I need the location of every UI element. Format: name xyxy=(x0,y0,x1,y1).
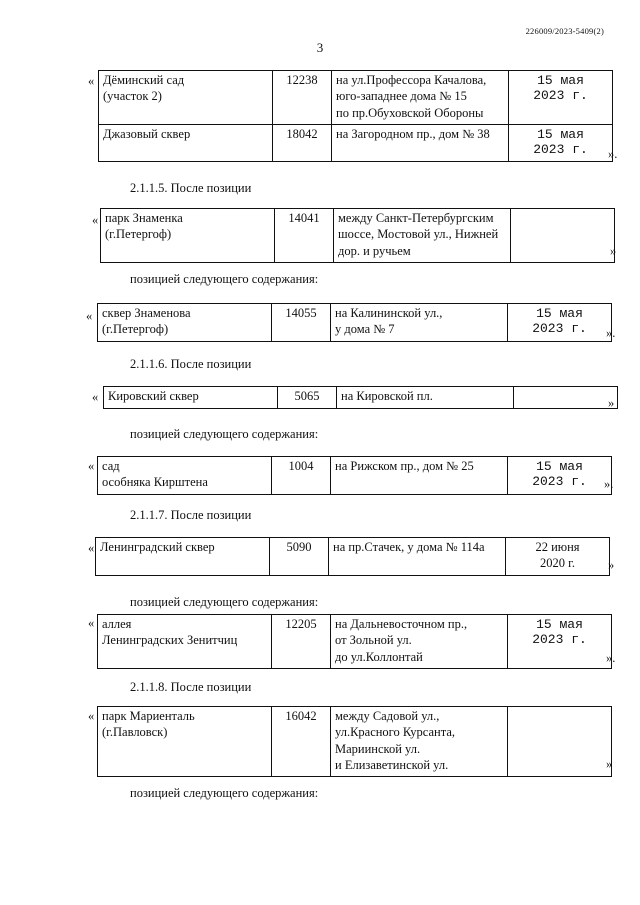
open-quote: « xyxy=(86,309,93,323)
position-table xyxy=(97,456,612,495)
position-table xyxy=(98,70,613,162)
object-date-cell-line: 22 июня xyxy=(535,540,580,554)
object-location-cell-line: между Санкт-Петербургским xyxy=(338,211,494,225)
object-name-cell-line: сад xyxy=(102,459,120,473)
object-date-cell-line: 15 мая xyxy=(536,617,583,632)
object-location-cell-line: и Елизаветинской ул. xyxy=(335,757,449,772)
close-quote: » xyxy=(610,244,617,258)
object-date-cell-line: 2023 г. xyxy=(533,141,588,157)
object-location-cell-line: на пр.Стачек, у дома № 114а xyxy=(333,540,485,554)
object-name-cell xyxy=(99,71,273,125)
open-quote: « xyxy=(92,213,99,227)
object-code-cell: 14055 xyxy=(272,304,331,342)
object-location-cell xyxy=(331,457,508,495)
table-row xyxy=(101,209,615,263)
paragraph-subsequent: позицией следующего содержания: xyxy=(130,272,319,286)
position-table xyxy=(97,614,612,669)
object-code-cell: 5065 xyxy=(278,387,337,409)
object-location-cell xyxy=(337,387,514,409)
close-quote: » xyxy=(606,757,613,771)
paragraph-2-1-1-5: 2.1.1.5. После позиции xyxy=(130,181,252,195)
object-location-cell-line: до ул.Коллонтай xyxy=(335,649,423,664)
object-name-cell-line: (г.Петергоф) xyxy=(102,322,169,337)
object-name-cell xyxy=(96,538,270,576)
object-name-cell-line: (участок 2) xyxy=(103,89,162,104)
object-location-cell-line: дор. и ручьем xyxy=(338,243,411,258)
position-table xyxy=(97,303,612,342)
object-name-cell-line: аллея xyxy=(102,617,132,631)
object-code-cell: 1004 xyxy=(272,457,331,495)
object-code-cell: 16042 xyxy=(272,707,331,777)
position-table xyxy=(97,706,612,777)
object-name-cell-line: парк Мариенталь xyxy=(102,709,195,723)
close-quote: » xyxy=(608,558,615,572)
object-name-cell-line: парк Знаменка xyxy=(105,211,183,225)
object-name-cell-line: Джазовый сквер xyxy=(103,126,191,141)
object-location-cell xyxy=(331,707,508,777)
object-location-cell-line: от Зольной ул. xyxy=(335,633,412,648)
object-date-cell xyxy=(509,71,613,125)
open-quote: « xyxy=(88,709,95,723)
object-date-cell xyxy=(514,387,618,409)
object-location-cell-line: на Дальневосточном пр., xyxy=(335,617,468,631)
table-row xyxy=(98,457,612,495)
table-row xyxy=(98,707,612,777)
open-quote: « xyxy=(88,459,95,473)
object-location-cell xyxy=(332,71,509,125)
object-date-cell xyxy=(506,538,610,576)
page-number: 3 xyxy=(316,40,324,55)
position-table xyxy=(95,537,610,576)
object-name-cell xyxy=(99,124,273,161)
object-location-cell xyxy=(331,304,508,342)
table-row xyxy=(104,387,618,409)
object-location-cell xyxy=(334,209,511,263)
close-quote: ». xyxy=(606,326,616,340)
paragraph-subsequent: позицией следующего содержания: xyxy=(130,595,319,609)
object-date-cell xyxy=(508,615,612,669)
position-table xyxy=(103,386,618,409)
object-name-cell-line: Дёминский сад xyxy=(103,73,185,87)
close-quote: ». xyxy=(604,477,614,491)
object-location-cell-line: на Рижском пр., дом № 25 xyxy=(335,459,474,473)
object-code-cell: 12238 xyxy=(273,71,332,125)
object-location-cell-line: на Загородном пр., дом № 38 xyxy=(336,126,490,141)
object-date-cell xyxy=(508,304,612,342)
document-number: 226009/2023-5409(2) xyxy=(525,26,604,36)
table-row xyxy=(98,304,612,342)
object-location-cell-line: между Садовой ул., xyxy=(335,709,440,723)
object-name-cell-line: (г.Петергоф) xyxy=(105,227,172,242)
close-quote: ». xyxy=(608,147,618,161)
object-location-cell xyxy=(331,615,508,669)
object-name-cell-line: (г.Павловск) xyxy=(102,725,168,740)
object-name-cell-line: Ленинградских Зенитчиц xyxy=(102,633,238,648)
object-location-cell xyxy=(329,538,506,576)
close-quote: ». xyxy=(606,651,616,665)
object-name-cell-line: особняка Кирштена xyxy=(102,475,208,490)
table-row xyxy=(99,71,613,125)
object-code-cell: 14041 xyxy=(275,209,334,263)
object-date-cell xyxy=(509,124,613,161)
object-name-cell xyxy=(98,304,272,342)
object-name-cell-line: сквер Знаменова xyxy=(102,306,191,320)
table-row xyxy=(99,124,613,161)
object-location-cell-line: у дома № 7 xyxy=(335,322,395,337)
object-date-cell-line: 15 мая xyxy=(536,459,583,474)
object-location-cell-line: на Калининской ул., xyxy=(335,306,443,320)
object-location-cell-line: по пр.Обуховской Обороны xyxy=(336,105,484,120)
object-name-cell xyxy=(98,707,272,777)
paragraph-subsequent: позицией следующего содержания: xyxy=(130,427,319,441)
object-name-cell xyxy=(98,457,272,495)
position-table xyxy=(100,208,615,263)
object-date-cell-line: 2023 г. xyxy=(532,320,587,336)
open-quote: « xyxy=(88,74,95,88)
paragraph-2-1-1-6: 2.1.1.6. После позиции xyxy=(130,357,252,371)
open-quote: « xyxy=(88,616,95,630)
table-row xyxy=(96,538,610,576)
object-location-cell-line: юго-западнее дома № 15 xyxy=(336,89,467,104)
object-date-cell-line: 15 мая xyxy=(537,73,584,88)
object-name-cell xyxy=(101,209,275,263)
open-quote: « xyxy=(92,390,99,404)
object-location-cell-line: ул.Красного Курсанта, xyxy=(335,725,456,740)
close-quote: » xyxy=(608,396,615,410)
object-name-cell xyxy=(98,615,272,669)
object-date-cell-line: 2023 г. xyxy=(532,473,587,489)
object-date-cell-line: 2023 г. xyxy=(532,631,587,647)
table-row xyxy=(98,615,612,669)
object-date-cell-line: 15 мая xyxy=(536,306,583,321)
object-code-cell: 12205 xyxy=(272,615,331,669)
object-location-cell-line: шоссе, Мостовой ул., Нижней xyxy=(338,227,499,242)
object-date-cell xyxy=(511,209,615,263)
object-date-cell-line: 2023 г. xyxy=(533,87,588,103)
object-location-cell-line: Мариинской ул. xyxy=(335,741,421,756)
open-quote: « xyxy=(88,541,95,555)
object-date-cell-line: 2020 г. xyxy=(540,556,575,571)
object-location-cell-line: на Кировской пл. xyxy=(341,389,433,403)
object-date-cell-line: 15 мая xyxy=(537,126,584,142)
object-name-cell xyxy=(104,387,278,409)
object-location-cell xyxy=(332,124,509,161)
object-code-cell: 5090 xyxy=(270,538,329,576)
paragraph-subsequent: позицией следующего содержания: xyxy=(130,786,319,800)
object-name-cell-line: Кировский сквер xyxy=(108,389,199,403)
object-name-cell-line: Ленинградский сквер xyxy=(100,540,215,554)
object-code-cell: 18042 xyxy=(273,124,332,161)
paragraph-2-1-1-8: 2.1.1.8. После позиции xyxy=(130,680,252,694)
object-date-cell xyxy=(508,707,612,777)
paragraph-2-1-1-7: 2.1.1.7. После позиции xyxy=(130,508,252,522)
object-location-cell-line: на ул.Профессора Качалова, xyxy=(336,73,487,87)
object-date-cell xyxy=(508,457,612,495)
